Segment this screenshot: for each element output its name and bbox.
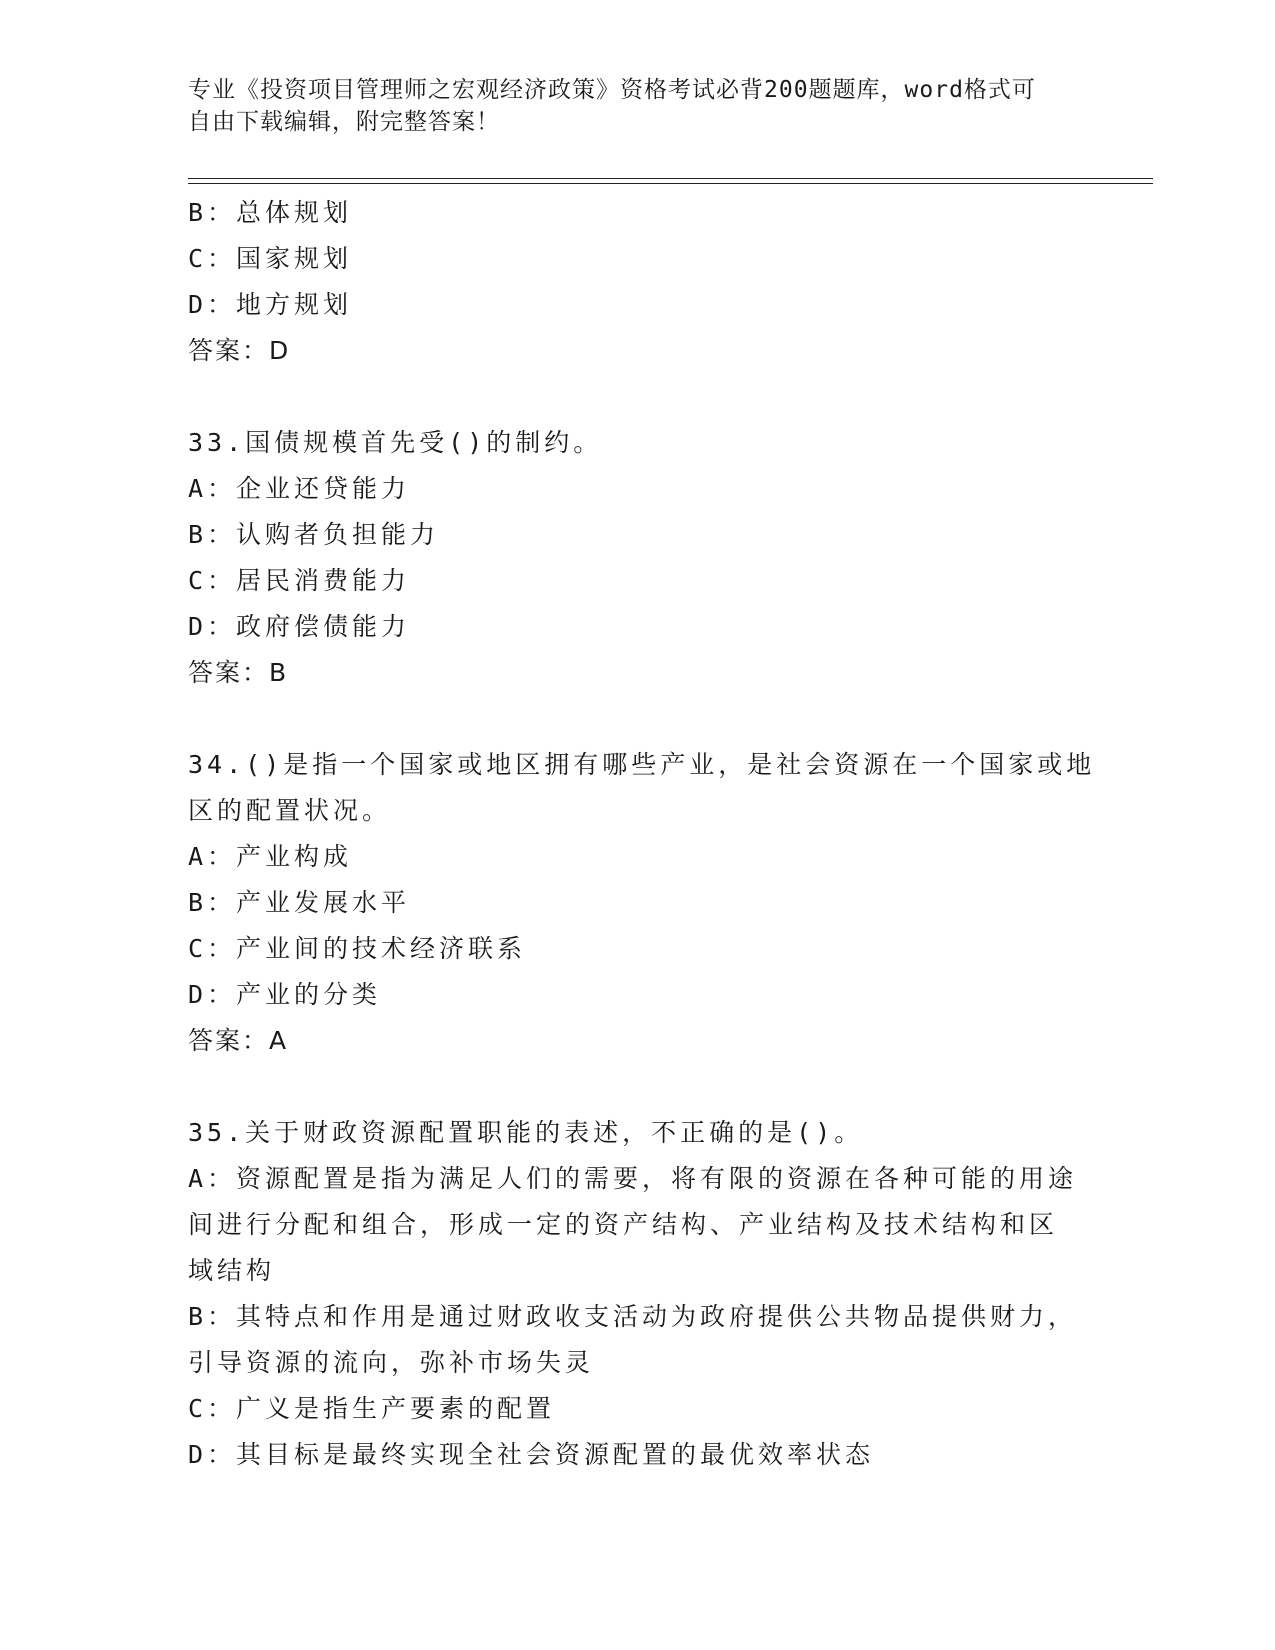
option-c: C：产业间的技术经济联系: [188, 934, 527, 963]
spacer: [188, 696, 1088, 742]
spacer: [188, 1064, 1088, 1110]
answer-line: 答案：B: [188, 658, 289, 687]
option-d: D：政府偿债能力: [188, 612, 411, 641]
option-b: B：总体规划: [188, 198, 353, 227]
option-a: A：企业还贷能力: [188, 474, 411, 503]
option-b: B：认购者负担能力: [188, 520, 440, 549]
answer-line: 答案：D: [188, 336, 291, 365]
option-a-line-2: 间进行分配和组合，形成一定的资产结构、产业结构及技术结构和区: [188, 1210, 1059, 1239]
header-line-2: 自由下载编辑，附完整答案！: [188, 109, 500, 135]
option-c: C：国家规划: [188, 244, 353, 273]
question-stem-line-1: 34.()是指一个国家或地区拥有哪些产业，是社会资源在一个国家或地: [188, 750, 1096, 779]
header-line-1: 专业《投资项目管理师之宏观经济政策》资格考试必背200题题库，word格式可: [188, 77, 1036, 103]
header-rule-top: [188, 178, 1153, 179]
option-d: D：产业的分类: [188, 980, 382, 1009]
question-list: [188, 190, 1096, 1478]
option-a-line-3: 域结构: [188, 1256, 276, 1285]
question-block-35: [188, 1110, 1088, 1478]
option-d: D：地方规划: [188, 290, 353, 319]
option-c: C：居民消费能力: [188, 566, 411, 595]
spacer: [188, 374, 1088, 420]
option-a: A：产业构成: [188, 842, 353, 871]
option-a-line-1: A：资源配置是指为满足人们的需要，将有限的资源在各种可能的用途: [188, 1164, 1078, 1193]
option-d: D：其目标是最终实现全社会资源配置的最优效率状态: [188, 1440, 875, 1469]
answer-line: 答案：A: [188, 1026, 289, 1055]
header-rule-bottom: [188, 183, 1153, 184]
document-header: [188, 74, 1068, 138]
question-stem: 35.关于财政资源配置职能的表述，不正确的是()。: [188, 1118, 864, 1147]
question-stem: 33.国债规模首先受()的制约。: [188, 428, 603, 457]
option-b-line-1: B：其特点和作用是通过财政收支活动为政府提供公共物品提供财力，: [188, 1302, 1078, 1331]
option-b: B：产业发展水平: [188, 888, 411, 917]
question-block-33: [188, 420, 1088, 696]
question-block-32: [188, 190, 1088, 374]
option-c: C：广义是指生产要素的配置: [188, 1394, 556, 1423]
option-b-line-2: 引导资源的流向，弥补市场失灵: [188, 1348, 595, 1377]
question-stem-line-2: 区的配置状况。: [188, 796, 392, 825]
question-block-34: [188, 742, 1096, 1064]
